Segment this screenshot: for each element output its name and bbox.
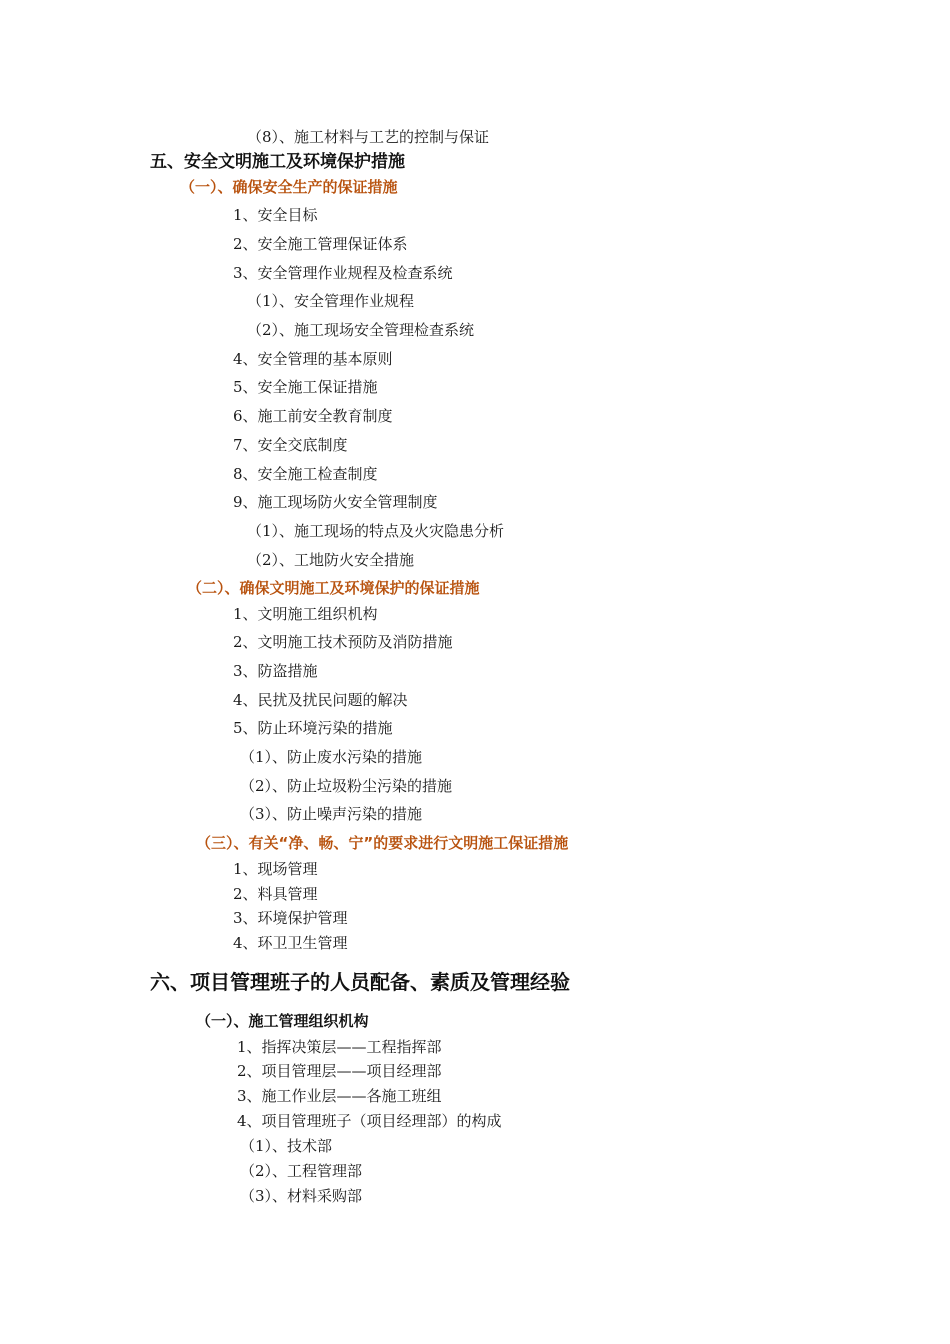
toc-item-sub: （2）、施工现场安全管理检查系统 — [247, 321, 475, 339]
toc-item-sub: （8）、施工材料与工艺的控制与保证 — [247, 128, 490, 146]
toc-item: 1、安全目标 — [233, 206, 318, 224]
subsection-heading: （三）、有关“净、畅、宁”的要求进行文明施工保证措施 — [196, 834, 569, 852]
toc-item: 3、环境保护管理 — [233, 909, 348, 927]
toc-item: 4、环卫卫生管理 — [233, 934, 348, 952]
toc-item-sub: （1）、安全管理作业规程 — [247, 292, 415, 310]
toc-item: 3、施工作业层——各施工班组 — [237, 1087, 442, 1105]
subsection-heading: （一）、确保安全生产的保证措施 — [180, 178, 398, 196]
toc-item-sub: （3）、材料采购部 — [240, 1187, 363, 1205]
toc-item: 2、项目管理层——项目经理部 — [237, 1062, 442, 1080]
toc-item-sub: （1）、防止废水污染的措施 — [240, 748, 423, 766]
toc-item: 5、防止环境污染的措施 — [233, 719, 393, 737]
section-heading: 六、项目管理班子的人员配备、素质及管理经验 — [150, 970, 570, 994]
toc-item: 8、安全施工检查制度 — [233, 465, 378, 483]
toc-item-sub: （1）、技术部 — [240, 1137, 333, 1155]
toc-item: 1、现场管理 — [233, 860, 318, 878]
toc-item: 3、安全管理作业规程及检查系统 — [233, 264, 453, 282]
toc-item: 4、民扰及扰民问题的解决 — [233, 691, 408, 709]
toc-item: 6、施工前安全教育制度 — [233, 407, 393, 425]
toc-item: 3、防盗措施 — [233, 662, 318, 680]
subsection-heading: （二）、确保文明施工及环境保护的保证措施 — [187, 579, 480, 597]
toc-item-sub: （1）、施工现场的特点及火灾隐患分析 — [247, 522, 505, 540]
toc-item-sub: （2）、工地防火安全措施 — [247, 551, 415, 569]
toc-item: 5、安全施工保证措施 — [233, 378, 378, 396]
toc-item-sub: （3）、防止噪声污染的措施 — [240, 805, 423, 823]
toc-item: 2、安全施工管理保证体系 — [233, 235, 408, 253]
toc-item: 7、安全交底制度 — [233, 436, 348, 454]
toc-item: 1、指挥决策层——工程指挥部 — [237, 1038, 442, 1056]
toc-item-sub: （2）、工程管理部 — [240, 1162, 363, 1180]
toc-item: 4、项目管理班子（项目经理部）的构成 — [237, 1112, 502, 1130]
toc-item: 2、文明施工技术预防及消防措施 — [233, 633, 453, 651]
toc-item: 1、文明施工组织机构 — [233, 605, 378, 623]
toc-item: 4、安全管理的基本原则 — [233, 350, 393, 368]
toc-item: 2、料具管理 — [233, 885, 318, 903]
toc-item-sub: （2）、防止垃圾粉尘污染的措施 — [240, 777, 453, 795]
subsection-heading: （一）、施工管理组织机构 — [196, 1012, 369, 1030]
section-heading: 五、安全文明施工及环境保护措施 — [150, 152, 405, 172]
toc-item: 9、施工现场防火安全管理制度 — [233, 493, 438, 511]
